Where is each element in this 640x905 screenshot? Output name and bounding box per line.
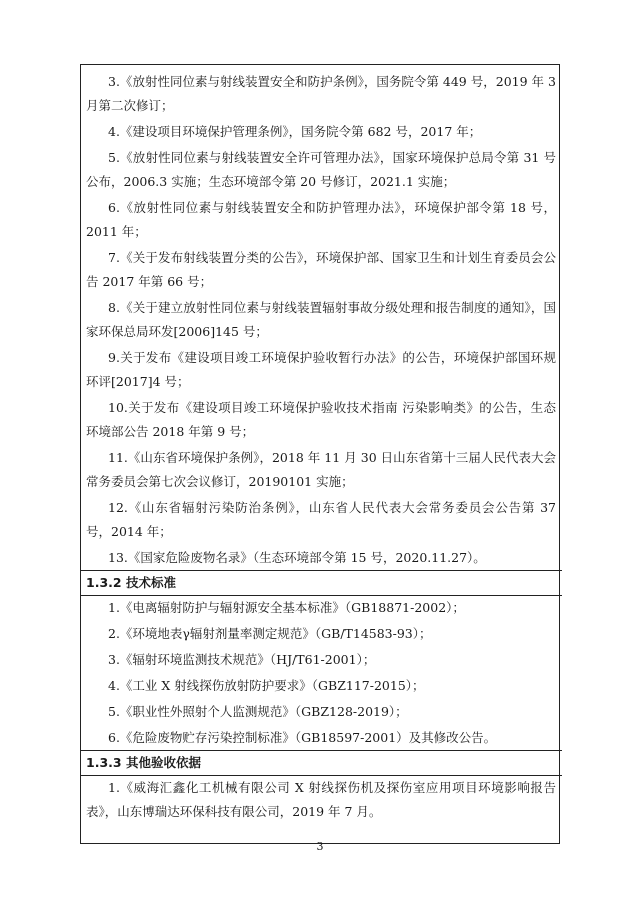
regulation-item: 10.关于发布《建设项目竣工环境保护验收技术指南 污染影响类》的公告，生态环境部公告 2018 年第 9 号； — [86, 400, 556, 439]
regulation-item: 3.《放射性同位素与射线装置安全和防护条例》，国务院令第 449 号，2019 年 3 月第二次修订； — [86, 74, 556, 113]
document-body — [86, 70, 556, 824]
regulation-item: 12.《山东省辐射污染防治条例》，山东省人民代表大会常务委员会公告第 37 号，2014 年； — [86, 500, 556, 539]
standard-item: 4.《工业 X 射线探伤放射防护要求》（GBZ117-2015）； — [108, 678, 425, 693]
standard-item: 5.《职业性外照射个人监测规范》（GBZ128-2019）； — [108, 704, 408, 719]
standard-item: 3.《辐射环境监测技术规范》（HJ/T61-2001）； — [108, 652, 376, 667]
section-heading-technical-standards: 1.3.2 技术标准 — [86, 575, 176, 590]
standard-item: 1.《电离辐射防护与辐射源安全基本标准》（GB18871-2002）； — [108, 600, 465, 615]
other-basis-item: 1.《威海汇鑫化工机械有限公司 X 射线探伤机及探伤室应用项目环境影响报告表》，山东博瑞达环保科技有限公司，2019 年 7 月。 — [86, 780, 556, 819]
regulation-item: 6.《放射性同位素与射线装置安全和防护管理办法》，环境保护部令第 18 号，2011 年； — [86, 200, 556, 239]
regulation-item: 4.《建设项目环境保护管理条例》，国务院令第 682 号，2017 年； — [108, 124, 482, 139]
standard-item: 6.《危险废物贮存污染控制标准》（GB18597-2001）及其修改公告。 — [108, 730, 497, 745]
standard-item: 2.《环境地表γ辐射剂量率测定规范》（GB/T14583-93）； — [108, 626, 432, 641]
regulation-item: 13.《国家危险废物名录》（生态环境部令第 15 号，2020.11.27）。 — [108, 550, 486, 565]
regulation-item: 8.《关于建立放射性同位素与射线装置辐射事故分级处理和报告制度的通知》，国家环保总局环发[2006]145 号； — [86, 300, 556, 339]
regulation-item: 11.《山东省环境保护条例》，2018 年 11 月 30 日山东省第十三届人民代表大会常务委员会第七次会议修订，20190101 实施； — [86, 450, 556, 489]
page-number: 3 — [316, 840, 324, 853]
regulation-item: 7.《关于发布射线装置分类的公告》，环境保护部、国家卫生和计划生育委员会公告 2017 年第 66 号； — [86, 250, 556, 289]
regulation-item: 5.《放射性同位素与射线装置安全许可管理办法》，国家环境保护总局令第 31 号公布，2006.3 实施；生态环境部令第 20 号修订，2021.1 实施； — [86, 150, 556, 189]
section-heading-other-basis: 1.3.3 其他验收依据 — [86, 755, 201, 770]
regulation-item: 9.关于发布《建设项目竣工环境保护验收暂行办法》的公告，环境保护部国环规环评[2017]4 号； — [86, 350, 556, 389]
